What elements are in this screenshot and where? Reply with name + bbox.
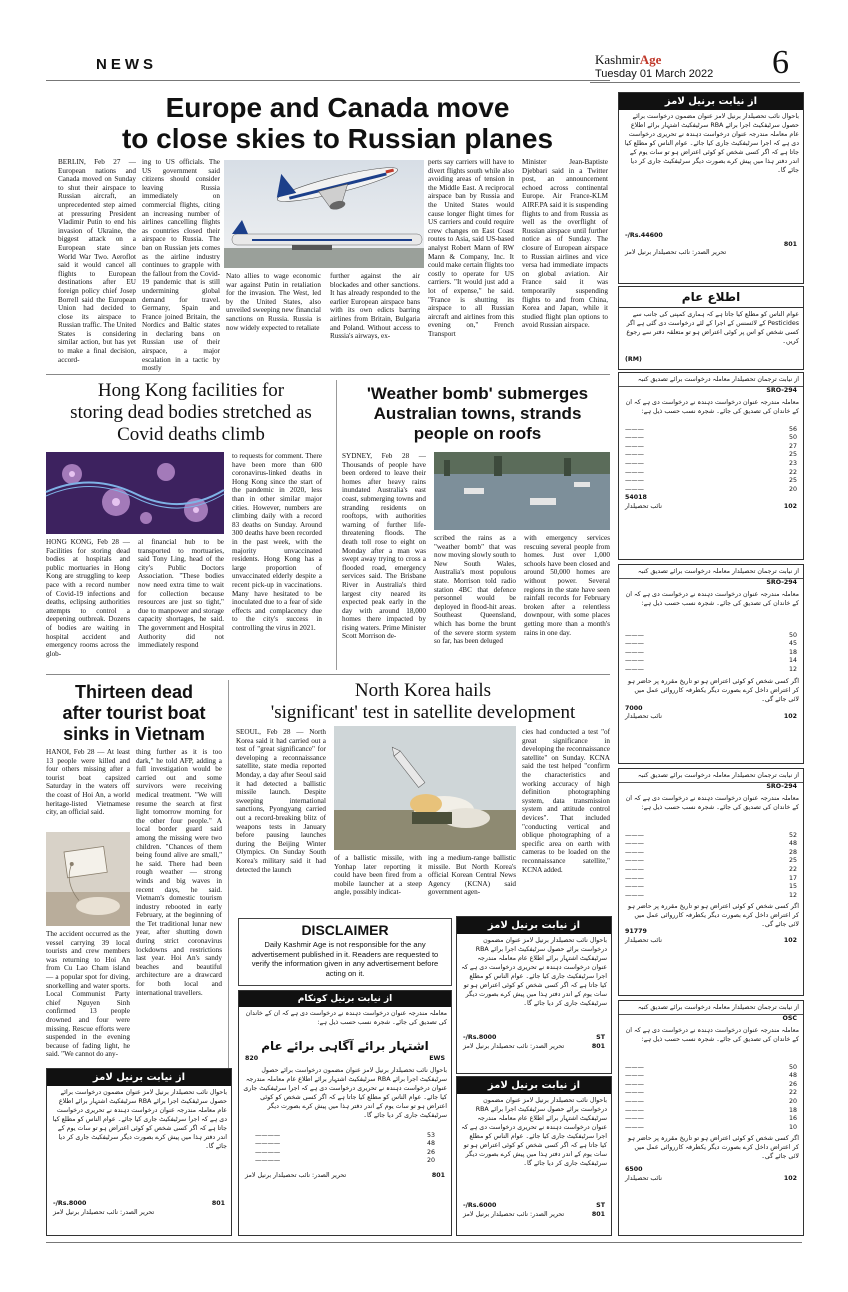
- rba-ad-2-meta: [47, 1200, 231, 1209]
- disclaimer-title: DISCLAIMER: [301, 922, 389, 938]
- family-age: 10: [788, 1123, 797, 1131]
- ews-age: 26: [426, 1148, 435, 1156]
- story4-headline: [46, 682, 222, 745]
- divider-story4-story5: [228, 680, 229, 1068]
- sro-ad-4-ref: [619, 1166, 803, 1175]
- st-ad-2-body: باحوال نائب تحصیلدار برنیل لامز عنوان مضمون درخواست برائے حصول سرٹیفکیٹ اجرا برائے RBA سرٹیفکیٹ اشتہار برائے اطلاع عام معاملہ مندرجہ عنوان درخواست دہندہ نے تحریری درخواست دی ہے کہ اجرا سرٹیفکیٹ جاری کیا جائے۔ عوام الناس کو مطلع کیا جاتا ہے کہ اگر کسی شخص کو کوئی اعتراض ہو تو سات یوم کے اندر دفتر ہذا میں پیش کرے بصورت دیگر سرٹیفکیٹ جاری کر دیا جائے گا۔: [461, 1097, 607, 1167]
- family-row: 45 ———: [625, 640, 797, 648]
- ews-ad-table: [239, 1130, 451, 1168]
- family-age: 23: [788, 459, 797, 467]
- rba-ad-2: [46, 1068, 232, 1236]
- family-row: 10 ———: [625, 1123, 797, 1131]
- rba-ad-1-body: باحوال نائب تحصیلدار برنیل لامز عنوان مضمون درخواست برائے حصول سرٹیفکیٹ اجرا برائے RBA سرٹیفکیٹ اشتہار برائے اطلاع عام معاملہ مندرجہ عنوان درخواست دہندہ نے تحریری درخواست دی ہے کہ اجرا سرٹیفکیٹ جاری کیا جائے۔ عوام الناس کو مطلع کیا جاتا ہے کہ اگر کسی شخص کو کوئی اعتراض ہو تو سات یوم کے اندر دفتر ہذا میں پیش کرے بصورت دیگر سرٹیفکیٹ جاری کر دیا جائے گا۔: [624, 113, 799, 174]
- sro-ad-4-ref-code: 6500: [625, 1166, 643, 1174]
- sro-ad-2-table: [619, 632, 803, 675]
- rba-ad-1: [618, 92, 804, 284]
- story4-col1b: The accident occurred as the vessel carrying 39 local tourists and crew members was returning to Hoi An from Cu Lao Cham island — a popular spot for diving, snorkelling and water sports. Local Communist Party chief Nguyen Sinh confirmed 13 people drowned and four were missing. Rescue efforts were suspended in the evening because of fading light, he said. "We cannot do any-: [46, 930, 130, 1059]
- story4-col1a: HANOI, Feb 28 — At least 13 people were killed and four others missing after a tourist boat capsized Saturday in the waters off the coast of Hoi An, a world heritage-listed Vietnamese city, an official said.: [46, 748, 130, 817]
- family-age: 26: [788, 1080, 797, 1088]
- family-row: 25 ———: [625, 857, 797, 865]
- rba-ad-1-num: 801: [783, 240, 797, 248]
- family-age: 50: [788, 434, 797, 442]
- family-row: 16 ———: [625, 1115, 797, 1123]
- family-row: 25 ———: [625, 451, 797, 459]
- ews-ad-header: از نیابت برنیل کونکام: [239, 991, 451, 1007]
- ews-ad-num: 801: [431, 1171, 445, 1179]
- story3-col1: SYDNEY, Feb 28 — Thousands of people have been ordered to leave their homes after heavy rains inundated Australia's east coast, submerging towns and stranding residents on rooftops, with authorities warning of further life-threatening floods. The death toll rose to eight on Monday after a man was swept away trying to cross a flooded road, emergency services said. The Brisbane River in Australia's third largest city neared its expected peak early in the day with around 18,000 homes there impacted by rising waters. Prime Minister Scott Morrison de-: [342, 452, 426, 641]
- family-age: 18: [788, 648, 797, 656]
- sro-ad-1-code: SRO-294: [766, 387, 797, 394]
- sro-ad-3-sign: نائب تحصیلدار: [625, 936, 662, 944]
- story1-headline-line1: Europe and Canada move: [165, 92, 510, 123]
- story2-col1: HONG KONG, Feb 28 — Facilities for storing dead bodies at hospitals and public mortuaries in Hong Kong are struggling to keep pace with a record number of Covid-19 infections and deaths, eclipsing authorities attempts to control a deepening outbreak. Dozens of bodies are waiting in hospital accident and emergency rooms across the glob-: [46, 538, 130, 658]
- family-row: 27 ———: [625, 442, 797, 450]
- rba-ad-1-amount: Rs.44600/-: [625, 232, 663, 239]
- family-age: 28: [788, 848, 797, 856]
- story5-headline-line2: 'significant' test in satellite development: [270, 702, 576, 723]
- family-row: 18 ———: [625, 1106, 797, 1114]
- rba-ad-1-footer: [619, 249, 803, 258]
- ews-row: 20 ————: [255, 1157, 435, 1165]
- ews-row: 26 ————: [255, 1148, 435, 1156]
- family-age: 48: [788, 840, 797, 848]
- flood-photo: [434, 452, 610, 530]
- sro-ad-4-num: 102: [783, 1174, 797, 1182]
- sro-ad-4-table: [619, 1064, 803, 1133]
- story4-headline-line1: Thirteen dead: [74, 682, 194, 702]
- st-ad-2-meta: [457, 1202, 611, 1211]
- story1-col2: ing to US officials. The US government said citizens should consider leaving Russia immediately on commercial flights, citing an increasing number of airlines cancelling flights as countries closed their airspace to Russia. The ban on Russian jets comes as the airline industry continues to grapple with the fallout from the Covid-19 pandemic that is still undermining global demand for travel. Germany, Spain and France joined Britain, the Nordics and Baltic states in declaring bans on Russian use of their airspace, a major escalation in a tactic by mostly: [142, 158, 220, 373]
- st-ad-2-code: ST: [596, 1202, 605, 1209]
- family-age: 14: [788, 657, 797, 665]
- family-row: 52 ———: [625, 831, 797, 839]
- virus-photo: [46, 452, 224, 534]
- story2-headline-line3: Covid deaths climb: [117, 424, 265, 445]
- sro-ad-4-footer: [619, 1175, 803, 1184]
- rba-ad-1-title: از نیابت برنیل لامز: [619, 93, 803, 110]
- sro-ad-2-ref-code: 7000: [625, 704, 643, 712]
- story4-headline-line2: after tourist boat: [62, 703, 206, 723]
- story1-headline: [60, 92, 615, 154]
- story4-headline-line3: sinks in Vietnam: [63, 724, 205, 744]
- sro-ad-4-code-row: [619, 1015, 803, 1024]
- family-age: 25: [788, 477, 797, 485]
- rba-ad-1-num-row: [619, 241, 803, 250]
- rba-ad-2-sign: تحریر الصدر: نائب تحصیلدار برنیل لامز: [53, 1208, 155, 1216]
- family-age: 18: [788, 1106, 797, 1114]
- story3-headline-line2: Australian towns, strands: [373, 404, 582, 423]
- sro-ad-3-footer: [619, 937, 803, 946]
- family-row: 25 ———: [625, 477, 797, 485]
- story5-col1: SEOUL, Feb 28 — North Korea said it had carried out a test of "great significance" for developing a reconnaissance satellite, state media reported Monday, a day after Seoul said it had detected a ballistic missile launch. Despite sweeping international sanctions, Pyongyang carried out a record-breaking blitz of weapons tests in January before pausing launches during the Beijing Winter Olympics. On Sunday South Korea's military said it had detected the launch: [236, 728, 326, 874]
- story4-col2: thing further as it is too dark," he told AFP, adding a full investigation would be carried out and some survivors were receiving medical treatment. "We will resume the search at first light tomorrow morning for the other four people." A local border guard said among the missing were two children. "Chances of them being found alive are small," he said. There had been rough weather — strong winds and big waves in recent days, he said. Vietnam's domestic tourism industry rebooted in early February, at the beginning of the Tet traditional lunar new year, after shutting down during strict coronavirus lockdowns and restrictions last year. Hoi An's sandy beaches and beautiful architecture are a drawcard for both local and international travellers.: [136, 748, 222, 997]
- family-age: 20: [788, 485, 797, 493]
- paper-name-part2: Age: [639, 52, 662, 67]
- family-age: 22: [788, 468, 797, 476]
- ews-ad: [238, 990, 452, 1236]
- ews-ad-sign: تحریر الصدر: نائب تحصیلدار برنیل لامز: [245, 1171, 347, 1179]
- family-age: 15: [788, 883, 797, 891]
- sro-ad-4-foot: اگر کسی شخص کو کوئی اعتراض ہو تو تاریخ مقررہ پر حاضر ہو کر اعتراض داخل کرے بصورت دیگر یکطرفہ کارروائی عمل میں لائی جائے گی۔: [628, 1135, 799, 1161]
- sro-ad-3-ref: [619, 928, 803, 937]
- family-row: 20 ———: [625, 485, 797, 493]
- rba-ad-2-title: از نیابت برنیل لامز: [47, 1069, 231, 1086]
- sro-ad-1-code-row: [619, 387, 803, 396]
- ews-ad-code-num: 820: [245, 1055, 259, 1062]
- sro-ad-4-sign: نائب تحصیلدار: [625, 1174, 662, 1182]
- sro-ad-1-table: [619, 426, 803, 495]
- sro-ad-1-ref: [619, 494, 803, 503]
- sro-ad-2-code: SRO-294: [766, 579, 797, 586]
- masthead-rule: [46, 80, 610, 81]
- family-row: 12 ———: [625, 891, 797, 899]
- story5-col3: ing a medium-range ballistic missile. But North Korea's official Korean Central News Agency (KCNA) said government agen-: [428, 854, 516, 897]
- family-age: 52: [788, 831, 797, 839]
- st-ad-1-sign: تحریر الصدر: نائب تحصیلدار برنیل لامز: [463, 1042, 565, 1050]
- ews-ad-intro: معاملہ مندرجہ عنوان درخواست دہندہ نے درخواست دی ہے کہ ان کے خاندان کی تصدیق کی جائے۔ شجرہ نسب حسب ذیل ہے:: [245, 1010, 447, 1026]
- family-age: 50: [788, 1063, 797, 1071]
- ews-ad-title: اشتہار برائے آگاہی برائے عام: [261, 1039, 429, 1053]
- sro-ad-1-header: از نیابت ترجمان تحصیلدار معاملہ درخواست برائے تصدیق کنبہ: [619, 373, 803, 387]
- paper-logo: [595, 52, 661, 68]
- story1-col5: perts say carriers will have to divert flights south while also avoiding areas of tension in the Middle East. A reciprocal airspace ban by Russia and the United States would cause longer flight times for US carriers and could require crew changes on East Coast routes to Asia, said US-based analyst Robert Mann of RW Mann & Company, Inc. It could make certain flights too costly to operate for US carriers. "It would just add a lot of expense," he said. "France is shutting its airspace to all Russian aircraft and airlines from this evening on," French Transport: [428, 158, 514, 338]
- family-row: 15 ———: [625, 883, 797, 891]
- family-age: 25: [788, 451, 797, 459]
- story5-headline: [234, 680, 612, 724]
- sro-ad-3-table: [619, 832, 803, 901]
- family-row: 50 ———: [625, 1063, 797, 1071]
- sro-ad-1-intro: معاملہ مندرجہ عنوان درخواست دہندہ نے درخواست دی ہے کہ ان کے خاندان کی تصدیق کی جائے۔ شجرہ نسب حسب ذیل ہے:: [625, 398, 799, 415]
- st-ad-2-title: از نیابت برنیل لامز: [457, 1077, 611, 1094]
- story2-col3: to requests for comment. There have been more than 600 coronavirus-linked deaths in Hong Kong since the start of the pandemic in 2020, less than in other similar major cities. However, numbers are climbing daily with a record 83 deaths on Sunday. Around 300 deaths have been recorded in the past week, with the majority unvaccinated residents. Hong Kong has a large proportion of unvaccinated elderly despite a recent pick-up in vaccinations. Many have hesitated to be inoculated due to a fear of side effects and complacency due to the city's success in controlling the virus in 2021.: [232, 452, 322, 632]
- ews-row: 53 ————: [255, 1131, 435, 1139]
- ews-age: 53: [426, 1131, 435, 1139]
- st-ad-1: [456, 916, 612, 1074]
- paper-name-part1: Kashmir: [595, 52, 640, 67]
- sro-ad-2-sign: نائب تحصیلدار: [625, 713, 662, 721]
- st-ad-1-num: 801: [591, 1042, 605, 1050]
- sro-ad-1: [618, 372, 804, 560]
- ews-ad-code: EWS: [429, 1055, 445, 1062]
- sro-ad-2-header: از نیابت ترجمان تحصیلدار معاملہ درخواست برائے تصدیق کنبہ: [619, 565, 803, 579]
- st-ad-1-amount: Rs.8000/-: [463, 1034, 497, 1041]
- sro-ad-2-intro: معاملہ مندرجہ عنوان درخواست دہندہ نے درخواست دی ہے کہ ان کے خاندان کی تصدیق کی جائے۔ شجرہ نسب حسب ذیل ہے:: [625, 590, 799, 607]
- story2-headline-line1: Hong Kong facilities for: [97, 380, 285, 401]
- ews-row: 48 ————: [255, 1140, 435, 1148]
- family-age: 56: [788, 425, 797, 433]
- story5-col4: cies had conducted a test "of great significance in developing the reconnaissance satellite" on Sunday. KCNA said the test helped "confirm the characteristics and working accuracy of high definition photographing system, data transmission system and attitude control devices". That included "conducting vertical and oblique photographing of a specific area on earth with cameras to be loaded on the reconnaissance satellite," KCNA added.: [522, 728, 610, 874]
- family-age: 12: [788, 665, 797, 673]
- family-row: 14 ———: [625, 657, 797, 665]
- sro-ad-3-num: 102: [783, 936, 797, 944]
- sro-ad-4-intro: معاملہ مندرجہ عنوان درخواست دہندہ نے درخواست دی ہے کہ ان کے خاندان کی تصدیق کی جائے۔ شجرہ نسب حسب ذیل ہے:: [625, 1026, 799, 1043]
- family-row: 22 ———: [625, 1089, 797, 1097]
- sro-ad-3-code: SRO-294: [766, 783, 797, 790]
- family-row: 18 ———: [625, 648, 797, 656]
- story1-col4: further against the air blockades and other sanctions. It has already responded to the earlier European airspace bans with its own edicts barring airlines from Britain, Bulgaria and Poland. Without access to Russia's airways, ex-: [330, 272, 420, 341]
- disclaimer-box: [238, 918, 452, 986]
- sro-ad-3: [618, 768, 804, 996]
- ews-ad-footer: [239, 1172, 451, 1181]
- rba-ad-1-sign: تحریر الصدر: نائب تحصیلدار برنیل لامز: [625, 249, 727, 257]
- family-age: 22: [788, 1089, 797, 1097]
- family-age: 27: [788, 442, 797, 450]
- st-ad-1-code: ST: [596, 1034, 605, 1041]
- family-row: 12 ———: [625, 665, 797, 673]
- st-ad-2-num: 801: [591, 1210, 605, 1218]
- sro-ad-1-footer: [619, 503, 803, 512]
- family-age: 25: [788, 857, 797, 865]
- ews-age: 48: [426, 1140, 435, 1148]
- sro-ad-2-footer: [619, 713, 803, 722]
- sro-ad-4: [618, 1000, 804, 1236]
- section-label: NEWS: [96, 56, 157, 73]
- story2-headline: [46, 380, 336, 446]
- family-age: 20: [788, 1097, 797, 1105]
- family-row: 28 ———: [625, 848, 797, 856]
- sro-ad-1-ref-code: 54018: [625, 494, 647, 502]
- bottom-rule: [46, 1242, 802, 1243]
- family-age: 16: [788, 1115, 797, 1123]
- sro-ad-3-code-row: [619, 783, 803, 792]
- rule-after-story3: [46, 674, 610, 675]
- family-row: 22 ———: [625, 468, 797, 476]
- story2-col2: al financial hub to be transported to mortuaries, said Tony Ling, head of the city's Public Doctors Association. "These bodies now need extra time to wait for collection because resources are just so tight," due to manpower and storage capacity shortages, he said. The government and Hospital Authority did not immediately respond: [138, 538, 224, 650]
- family-age: 12: [788, 891, 797, 899]
- sro-ad-2-num: 102: [783, 713, 797, 721]
- sro-ad-2: [618, 564, 804, 764]
- masthead-bottom-rule: [590, 82, 800, 83]
- family-row: 48 ———: [625, 1072, 797, 1080]
- story2-headline-line2: storing dead bodies stretched as: [70, 402, 312, 423]
- family-age: 22: [788, 865, 797, 873]
- story5-col2: of a ballistic missile, with Yonhap later reporting it could have been fired from a mobile launcher at a steep angle, possibly indicat-: [334, 854, 422, 897]
- public-notice-tag: (RM): [625, 356, 642, 363]
- divider-story2-story3: [336, 380, 337, 670]
- family-row: 50 ———: [625, 631, 797, 639]
- rba-ad-2-amount: Rs.8000/-: [53, 1200, 87, 1207]
- sro-ad-3-intro: معاملہ مندرجہ عنوان درخواست دہندہ نے درخواست دی ہے کہ ان کے خاندان کی تصدیق کی جائے۔ شجرہ نسب حسب ذیل ہے:: [625, 794, 799, 811]
- family-row: 48 ———: [625, 840, 797, 848]
- page-number: 6: [772, 44, 789, 81]
- sro-ad-3-foot: اگر کسی شخص کو کوئی اعتراض ہو تو تاریخ مقررہ پر حاضر ہو کر اعتراض داخل کرے بصورت دیگر یکطرفہ کارروائی عمل میں لائی جائے گی۔: [628, 903, 799, 929]
- ews-age: 20: [426, 1157, 435, 1165]
- st-ad-2-footer: [457, 1211, 611, 1220]
- rule-after-story1: [46, 374, 610, 375]
- story1-col1: BERLIN, Feb 27 — European nations and Canada moved on Sunday to shut their airspace to Russian aircraft, an unprecedented step aimed at pressuring President Vladimir Putin to end his invasion of Ukraine, the biggest attack on a European state since World War Two. Aeroflot said it would cancel all flights to European destinations after EU foreign policy chief Josep Borrell said the European Union had decided to close its airspace to Russian traffic. The United States is considering similar action, but has yet to make a final decision, accord-: [58, 158, 136, 364]
- st-ad-1-meta: [457, 1034, 611, 1043]
- rba-ad-2-num: 801: [211, 1200, 225, 1207]
- story1-col6: Minister Jean-Baptiste Djebbari said in a Twitter post, an announcement echoed across continental Europe. Air France-KLM AIRF.PA said it is suspending flights to and from Russia as well as the overflight of Russian airspace until further notice as of Sunday. The closure of European airspace to Russian airlines and vice versa had immediate impacts on global aviation. Air France said it was temporarily suspending flights to and from China, Korea and Japan, while it studied flight plan options to avoid Russian airspace.: [522, 158, 608, 330]
- story3-col2: scribed the rains as a "weather bomb" that was now moving slowly south to New South Wales, Australia's most populous state. Morrison told radio station 4BC that defence personnel would be deployed in flood-hit areas. Southeast Queensland, which has borne the brunt of the severe storm system so far, has been deluged: [434, 534, 516, 646]
- st-ad-2-sign: تحریر الصدر: نائب تحصیلدار برنیل لامز: [463, 1210, 565, 1218]
- tag-photo: [46, 832, 130, 926]
- st-ad-1-footer: [457, 1043, 611, 1052]
- public-notice-ad: [618, 286, 804, 370]
- family-age: 48: [788, 1072, 797, 1080]
- story5-headline-line1: North Korea hails: [354, 680, 492, 701]
- public-notice-body: عوام الناس کو مطلع کیا جاتا ہے کہ ہماری کمپنی کی جانب سے Pesticides کے لائسنس کے اجرا کے لئے درخواست دی گئی ہے اگر کسی شخص کو اس پر کوئی اعتراض ہو تو متعلقہ دفتر سے رجوع کریں۔: [626, 311, 799, 345]
- ews-ad-body: باحوال نائب تحصیلدار برنیل لامز عنوان مضمون درخواست برائے حصول سرٹیفکیٹ اجرا برائے RBA سرٹیفکیٹ اشتہار برائے اطلاع عام معاملہ مندرجہ عنوان درخواست دہندہ نے تحریری درخواست دی ہے کہ اجرا سرٹیفکیٹ جاری کیا جائے۔ عوام الناس کو مطلع کیا جاتا ہے کہ اگر کسی شخص کو کوئی اعتراض ہو تو سات یوم کے اندر دفتر ہذا میں پیش کرے بصورت دیگر سرٹیفکیٹ جاری کر دیا جائے گا۔: [243, 1066, 447, 1119]
- sro-ad-2-foot: اگر کسی شخص کو کوئی اعتراض ہو تو تاریخ مقررہ پر حاضر ہو کر اعتراض داخل کرے بصورت دیگر یکطرفہ کارروائی عمل میں لائی جائے گی۔: [628, 677, 799, 703]
- disclaimer-text: Daily Kashmir Age is not responsible for the any advertisement published in it. Readers are requested to verify the information given in any advertisement before acting on it.: [251, 940, 439, 978]
- sro-ad-3-header: از نیابت ترجمان تحصیلدار معاملہ درخواست برائے تصدیق کنبہ: [619, 769, 803, 783]
- missile-photo: [334, 726, 516, 850]
- st-ad-2-amount: Rs.6000/-: [463, 1202, 497, 1209]
- sro-ad-4-header: از نیابت ترجمان تحصیلدار معاملہ درخواست برائے تصدیق کنبہ: [619, 1001, 803, 1015]
- sro-ad-2-ref: [619, 705, 803, 714]
- story1-col3: Nato allies to wage economic war against Putin in retaliation for the invasion. The West, led by the United States, also unveiled sweeping new financial sanctions on Russia. Russia is now widely expected to retaliate: [226, 272, 321, 332]
- st-ad-1-body: باحوال نائب تحصیلدار برنیل لامز عنوان مضمون درخواست برائے حصول سرٹیفکیٹ اجرا برائے RBA سرٹیفکیٹ اشتہار برائے اطلاع عام معاملہ مندرجہ عنوان درخواست دہندہ نے تحریری درخواست دی ہے کہ اجرا سرٹیفکیٹ جاری کیا جائے۔ عوام الناس کو مطلع کیا جاتا ہے کہ اگر کسی شخص کو کوئی اعتراض ہو تو سات یوم کے اندر دفتر ہذا میں پیش کرے بصورت دیگر سرٹیفکیٹ جاری کر دیا جائے گا۔: [461, 937, 607, 1007]
- story3-headline-line3: people on roofs: [413, 424, 542, 443]
- public-notice-title: اطلاع عام: [619, 287, 803, 308]
- ews-ad-code-row: [239, 1055, 451, 1064]
- family-age: 45: [788, 640, 797, 648]
- family-row: 22 ———: [625, 865, 797, 873]
- story3-headline: [340, 384, 615, 444]
- rba-ad-2-body: باحوال نائب تحصیلدار برنیل لامز عنوان مضمون درخواست برائے حصول سرٹیفکیٹ اجرا برائے RBA سرٹیفکیٹ اشتہار برائے اطلاع عام معاملہ مندرجہ عنوان درخواست دہندہ نے تحریری درخواست دی ہے کہ اجرا سرٹیفکیٹ جاری کیا جائے۔ عوام الناس کو مطلع کیا جاتا ہے کہ اگر کسی شخص کو کوئی اعتراض ہو تو سات یوم کے اندر دفتر ہذا میں پیش کرے بصورت دیگر سرٹیفکیٹ جاری کر دیا جائے گا۔: [52, 1089, 227, 1150]
- sro-ad-1-sign: نائب تحصیلدار: [625, 502, 662, 510]
- sro-ad-4-code: OSC: [782, 1015, 797, 1022]
- family-row: 26 ———: [625, 1080, 797, 1088]
- st-ad-1-title: از نیابت برنیل لامز: [457, 917, 611, 934]
- family-row: 20 ———: [625, 1097, 797, 1105]
- rba-ad-2-footer: [47, 1209, 231, 1218]
- family-row: 23 ———: [625, 459, 797, 467]
- sro-ad-3-ref-code: 91779: [625, 928, 647, 936]
- family-row: 56 ———: [625, 425, 797, 433]
- issue-date: Tuesday 01 March 2022: [595, 68, 714, 80]
- story3-col3: with emergency services rescuing several people from homes. Just over 1,000 schools have been closed and around 50,000 homes are without power. Several regions in the state have seen rainfall records for February broken after a relentless downpour, with some places getting more than a month's rains in one day.: [524, 534, 610, 637]
- sro-ad-1-num: 102: [783, 502, 797, 510]
- rba-ad-1-amount-row: [619, 232, 803, 241]
- family-age: 17: [788, 874, 797, 882]
- sro-ad-2-code-row: [619, 579, 803, 588]
- story1-headline-line2: to close skies to Russian planes: [121, 123, 554, 154]
- family-row: 50 ———: [625, 434, 797, 442]
- public-notice-tag-row: [619, 356, 803, 365]
- story3-headline-line1: 'Weather bomb' submerges: [366, 384, 589, 403]
- airliner-photo: [224, 160, 424, 268]
- family-age: 50: [788, 631, 797, 639]
- family-row: 17 ———: [625, 874, 797, 882]
- st-ad-2: [456, 1076, 612, 1236]
